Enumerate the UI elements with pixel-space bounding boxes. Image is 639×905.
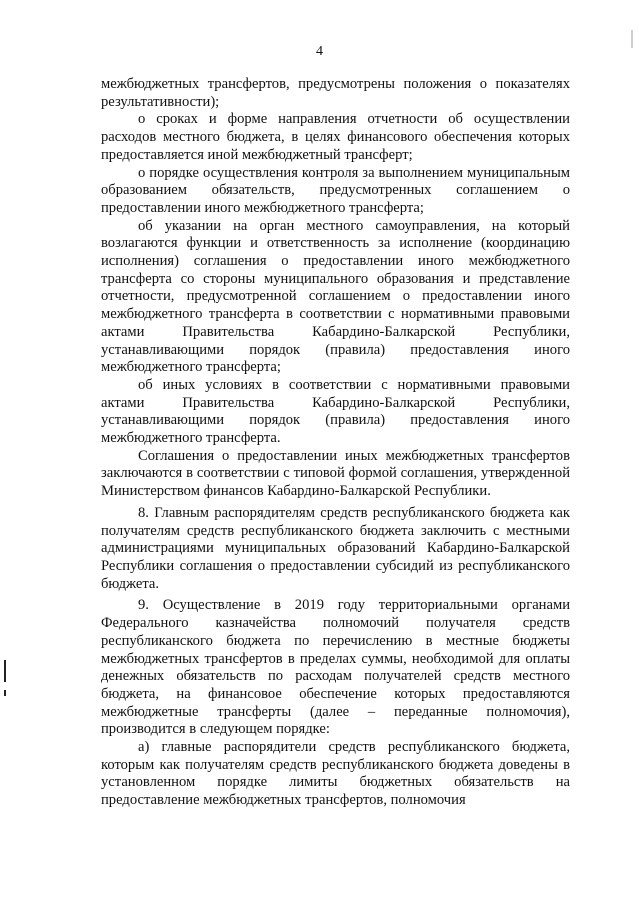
- page-number: 4: [316, 44, 323, 59]
- paragraph-continuation: межбюджетных трансфертов, предусмотрены положения о показателях результативности);: [101, 76, 570, 110]
- paragraph-control-procedure: о порядке осуществления контроля за выполнением муниципальным образованием обязательств, предусмотренных соглашением о предоставлении иного межбюджетного трансферта;: [101, 164, 570, 216]
- paragraph-reporting-terms: о сроках и форме направления отчетности об осуществлении расходов местного бюджета, в целях финансового обеспечения которых предоставляется иной межбюджетный трансферт;: [101, 111, 570, 163]
- paragraph-item-9a: а) главные распорядители средств республиканского бюджета, которым как получателям средств республиканского бюджета доведены в установленном порядке лимиты бюджетных обязательств на предоставление межбюджетных трансфертов, полномочия: [101, 739, 570, 809]
- paragraph-other-conditions: об иных условиях в соответствии с нормативными правовыми актами Правительства Кабардино-Балкарской Республики, устанавливающими порядок (правила) предоставления иного межбюджетного трансферта.: [101, 376, 570, 447]
- paragraph-item-9: 9. Осуществление в 2019 году территориальными органами Федерального казначейства полномочий получателя средств республиканского бюджета по перечислению в местные бюджеты межбюджетных трансфертов в пределах суммы, необходимой для оплаты денежных обязательств по расходам получателей средств местного бюджета, на финансовое обеспечение которых предоставляются межбюджетные трансферты (далее – переданные полномочия), производится в следующем порядке:: [101, 597, 570, 738]
- paragraph-local-authority: об указании на орган местного самоуправления, на который возлагаются функции и ответственность за исполнение (координацию исполнения) соглашения о предоставлении иного межбюджетного трансферта со стороны муниципального образования и представление отчетности, предусмотренной соглашением о предоставлении иного межбюджетного трансферта в соответствии с нормативными правовыми актами Правительства Кабардино-Балкарской Республики, устанавливающими порядок (правила) предоставления иного межбюджетного трансферта;: [101, 217, 570, 376]
- document-body: [101, 76, 570, 810]
- paragraph-item-8: 8. Главным распорядителям средств республиканского бюджета как получателям средств республиканского бюджета заключить с местными администрациями муниципальных образований Кабардино-Балкарской Республики соглашения о предоставлении субсидий из республиканского бюджета.: [101, 504, 570, 592]
- scan-binding-mark: [4, 660, 6, 682]
- paragraph-agreements: Соглашения о предоставлении иных межбюджетных трансфертов заключаются в соответствии с типовой формой соглашения, утвержденной Министерством финансов Кабардино-Балкарской Республики.: [101, 447, 570, 500]
- scan-binding-mark-small: [4, 690, 6, 696]
